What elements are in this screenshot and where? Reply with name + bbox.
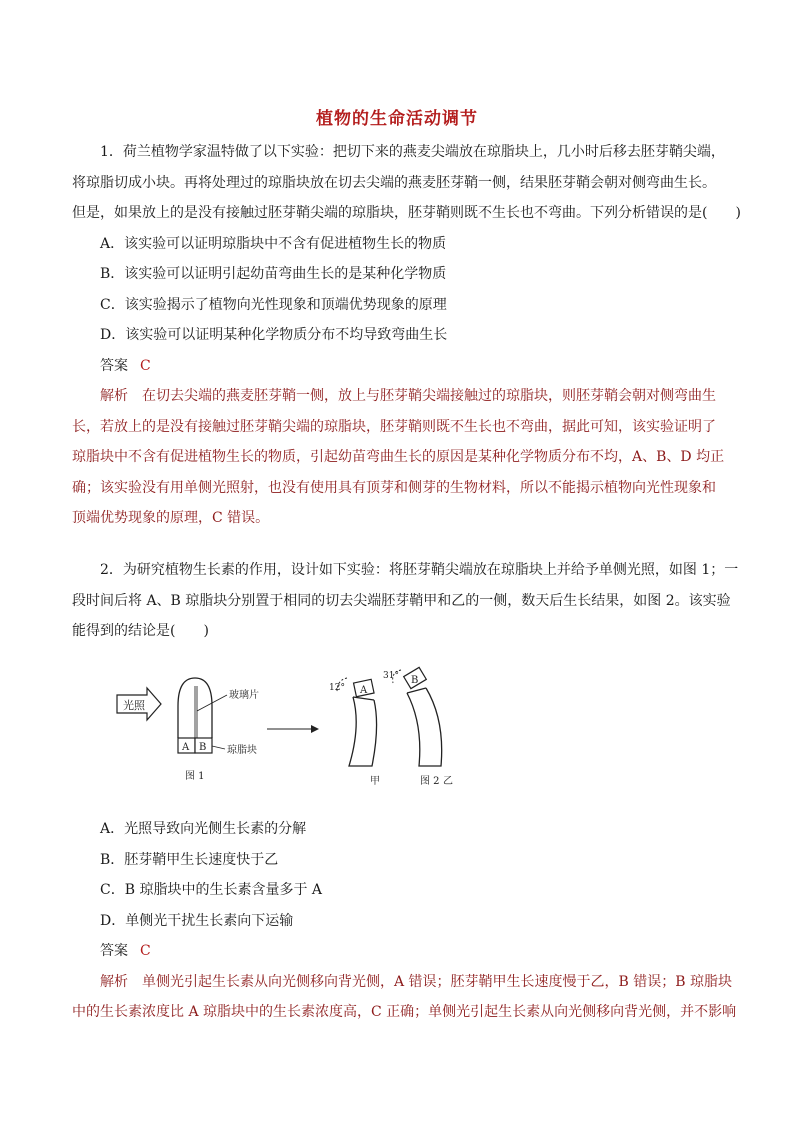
- glass-label: 玻璃片: [229, 690, 259, 701]
- jia-label: 甲: [370, 776, 380, 787]
- agar-callout-line: [212, 746, 225, 749]
- analysis-line: 解析 在切去尖端的燕麦胚芽鞘一侧，放上与胚芽鞘尖端接触过的琼脂块，则胚芽鞘会朝对侧弯曲生: [100, 388, 716, 404]
- question-2-option-b: B．胚芽鞘甲生长速度快于乙: [100, 851, 279, 868]
- answer-label: 答案: [100, 357, 128, 374]
- angle-b-label: 31°: [383, 671, 399, 681]
- question-1-stem-line: 但是，如果放上的是没有接触过胚芽鞘尖端的琼脂块，胚芽鞘则既不生长也不弯曲。下列分析错误的是( ): [72, 205, 741, 221]
- question-2-stem-line: 2．为研究植物生长素的作用，设计如下实验：将胚芽鞘尖端放在琼脂块上并给予单侧光照，如图 1；一: [100, 562, 739, 578]
- analysis-line: 长，若放上的是没有接触过胚芽鞘尖端的琼脂块，胚芽鞘则既不生长也不弯曲，据此可知，该实验证明了: [72, 418, 716, 435]
- question-1-option-b: B．该实验可以证明引起幼苗弯曲生长的是某种化学物质: [100, 266, 447, 282]
- figure-1-label: 图 1: [185, 771, 205, 782]
- question-1-stem-line: 将琼脂切成小块。再将处理过的琼脂块放在切去尖端的燕麦胚芽鞘一侧，结果胚芽鞘会朝对侧弯曲生长。: [72, 174, 716, 191]
- agar-label: 琼脂块: [227, 745, 257, 756]
- analysis-line: 中的生长素浓度比 A 琼脂块中的生长素浓度高，C 正确；单侧光引起生长素从向光侧移向背光侧，并不影响: [72, 1004, 737, 1020]
- experiment-figure: [115, 666, 455, 798]
- question-2-stem-line: 能得到的结论是( ): [72, 623, 209, 639]
- question-1-analysis: [72, 381, 732, 534]
- question-1-option-a: A．该实验可以证明琼脂块中不含有促进植物生长的物质: [100, 235, 447, 252]
- analysis-line: 解析 单侧光引起生长素从向光侧移向背光侧，A 错误；胚芽鞘甲生长速度慢于乙，B 错误；B 琼脂块: [100, 973, 733, 990]
- analysis-line: 顶端优势现象的原理，C 错误。: [72, 510, 270, 526]
- question-2-option-d: D．单侧光干扰生长素向下运输: [100, 912, 294, 929]
- light-label: 光照: [123, 699, 145, 712]
- page-title: 植物的生命活动调节: [316, 109, 478, 129]
- question-2-option-c: C．B 琼脂块中的生长素含量多于 A: [100, 882, 323, 898]
- question-2-stem-line: 段时间后将 A、B 琼脂块分别置于相同的切去尖端胚芽鞘甲和乙的一侧，数天后生长结果，如图 2。该实验: [72, 592, 731, 609]
- experiment-figure-svg: [115, 666, 455, 798]
- question-1-answer: [72, 351, 732, 382]
- question-2-rest: [72, 814, 737, 1028]
- process-arrow-icon: [267, 725, 319, 733]
- coleoptile-jia-icon: [349, 697, 377, 766]
- answer-value: C: [140, 943, 151, 959]
- answer-value: C: [140, 357, 151, 374]
- coleoptile-yi-icon: [407, 688, 442, 766]
- block-a-label: A: [182, 742, 190, 753]
- angle-a-label: 12°: [329, 683, 345, 693]
- question-2-analysis: [72, 967, 737, 1028]
- placed-block-b-label: B: [411, 675, 419, 686]
- placed-block-a-label: A: [360, 685, 368, 696]
- question-2-option-a: A．光照导致向光侧生长素的分解: [100, 821, 307, 837]
- yi-label: 乙: [443, 776, 453, 787]
- question-1-option-c: C．该实验揭示了植物向光性现象和顶端优势现象的原理: [100, 296, 447, 313]
- figure-2-label: 图 2: [420, 776, 440, 787]
- coleoptile-tip-icon: [178, 678, 212, 738]
- question-1-stem-line: 1．荷兰植物学家温特做了以下实验：把切下来的燕麦尖端放在琼脂块上，几小时后移去胚芽鞘尖端，: [100, 144, 725, 160]
- analysis-line: 确；该实验没有用单侧光照射，也没有使用具有顶芽和侧芽的生物材料，所以不能揭示植物向光性现象和: [72, 479, 716, 496]
- question-2: [72, 555, 739, 647]
- question-1-option-d: D．该实验可以证明某种化学物质分布不均导致弯曲生长: [100, 327, 448, 343]
- analysis-line: 琼脂块中不含有促进植物生长的物质，引起幼苗弯曲生长的原因是某种化学物质分布不均，A、B、D 均正: [72, 449, 725, 465]
- question-2-answer: [72, 936, 732, 967]
- answer-label: 答案: [100, 943, 128, 959]
- question-1: [72, 137, 741, 534]
- block-b-label: B: [199, 742, 207, 753]
